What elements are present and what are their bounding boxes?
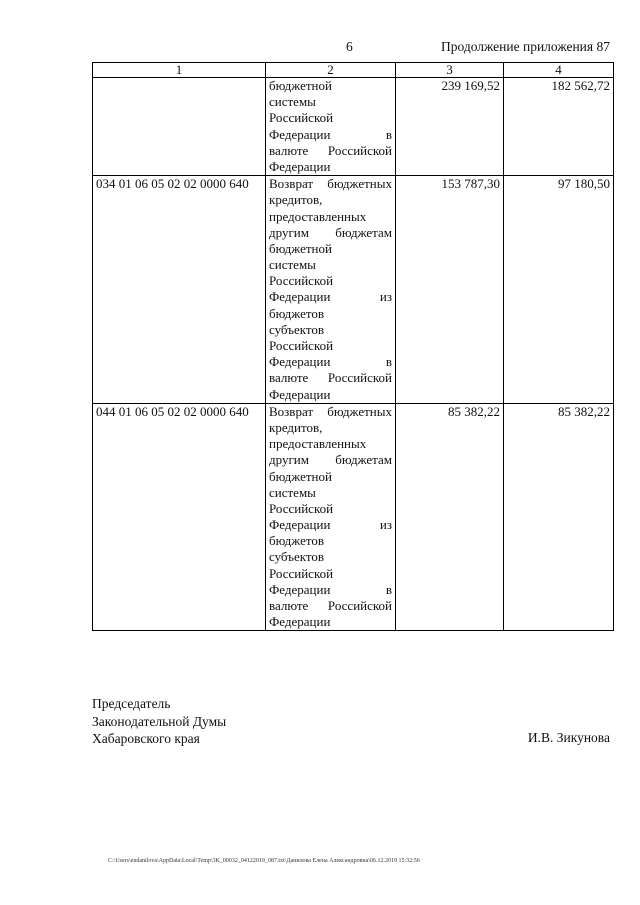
description-word: бюджетных (327, 403, 392, 419)
description-word: валюте (269, 370, 309, 386)
description-line: системы (269, 484, 316, 500)
amount-column-3: 153 787,30 (396, 176, 504, 404)
description-word: из (379, 289, 392, 305)
description-line: Федерации (269, 614, 331, 630)
amount-column-4: 85 382,22 (504, 403, 614, 631)
description-word: Российской (327, 142, 392, 158)
description-line (269, 517, 392, 533)
description-line (269, 598, 392, 614)
column-number: 3 (396, 63, 504, 78)
description-word: из (379, 517, 392, 533)
description-line (269, 452, 392, 468)
description-word: бюджетам (335, 452, 392, 468)
description-line: бюджетной (269, 78, 332, 93)
description-line: предоставленных (269, 208, 367, 224)
description-word: бюджетам (335, 224, 392, 240)
description-line: системы (269, 257, 316, 273)
description-line (269, 582, 392, 598)
amount-column-4: 97 180,50 (504, 176, 614, 404)
table-row (93, 176, 614, 404)
description-line: кредитов, (269, 419, 323, 435)
description-word: Федерации (269, 581, 331, 597)
description-line: Федерации (269, 158, 331, 174)
amount-column-3: 239 169,52 (396, 78, 504, 176)
signatory-position: Председатель (92, 696, 171, 711)
row-description (266, 176, 396, 404)
description-line: Федерации (269, 386, 331, 402)
file-path-footer: C:\Users\endanilova\AppData\Local\Temp\3K_00032_04122019_087.txt\Данилова Елена Александровна\06.12.2019 15:32:56 (108, 858, 420, 864)
description-word: Возврат (269, 403, 314, 419)
page-number: 6 (346, 39, 353, 54)
description-word: валюте (269, 142, 309, 158)
description-line (269, 289, 392, 305)
description-line (269, 143, 392, 159)
description-line: субъектов (269, 549, 325, 565)
signatory-organization: Законодательной Думы (92, 713, 227, 729)
column-number: 4 (504, 63, 614, 78)
description-word: в (385, 354, 392, 370)
description-line: кредитов, (269, 192, 323, 208)
description-word: Федерации (269, 354, 331, 370)
description-line (269, 354, 392, 370)
amount-column-3: 85 382,22 (396, 403, 504, 631)
description-line: Российской (269, 500, 334, 516)
appendix-continuation: Продолжение приложения 87 (440, 39, 610, 54)
description-word: Федерации (269, 126, 331, 142)
description-word: другим (269, 224, 309, 240)
classification-code: 034 01 06 05 02 02 0000 640 (93, 176, 266, 404)
amount-column-4: 182 562,72 (504, 78, 614, 176)
signature-block (92, 695, 226, 748)
description-line: бюджетной (269, 240, 332, 256)
description-word: Российской (327, 370, 392, 386)
signatory-region: Хабаровского края (92, 731, 200, 746)
description-line: бюджетов (269, 305, 325, 321)
description-word: Российской (327, 598, 392, 613)
signatory-name: И.В. Зикунова (527, 730, 610, 745)
description-word: в (385, 126, 392, 142)
budget-table (92, 62, 614, 631)
description-line: предоставленных (269, 436, 367, 452)
row-description (266, 78, 396, 176)
description-line: Российской (269, 565, 334, 581)
table-row (93, 403, 614, 631)
description-line: субъектов (269, 321, 325, 337)
description-line (269, 176, 392, 192)
description-line (269, 370, 392, 386)
row-description (266, 403, 396, 631)
column-number-row (93, 63, 614, 78)
description-word: Возврат (269, 176, 314, 192)
description-line: бюджетов (269, 533, 325, 549)
description-word: Федерации (269, 289, 331, 305)
description-line (269, 225, 392, 241)
description-line: Российской (269, 110, 334, 126)
description-word: другим (269, 452, 309, 468)
classification-code (93, 78, 266, 176)
description-line: Российской (269, 338, 334, 353)
description-word: в (385, 581, 392, 597)
description-word: бюджетных (327, 176, 392, 192)
column-number: 2 (266, 63, 396, 78)
column-number: 1 (93, 63, 266, 78)
description-line (269, 404, 392, 420)
table-row (93, 78, 614, 176)
description-word: Федерации (269, 517, 331, 533)
description-line (269, 127, 392, 143)
description-line: бюджетной (269, 468, 332, 484)
description-line: системы (269, 94, 316, 110)
classification-code: 044 01 06 05 02 02 0000 640 (93, 403, 266, 631)
description-line: Российской (269, 273, 334, 289)
description-word: валюте (269, 598, 309, 613)
